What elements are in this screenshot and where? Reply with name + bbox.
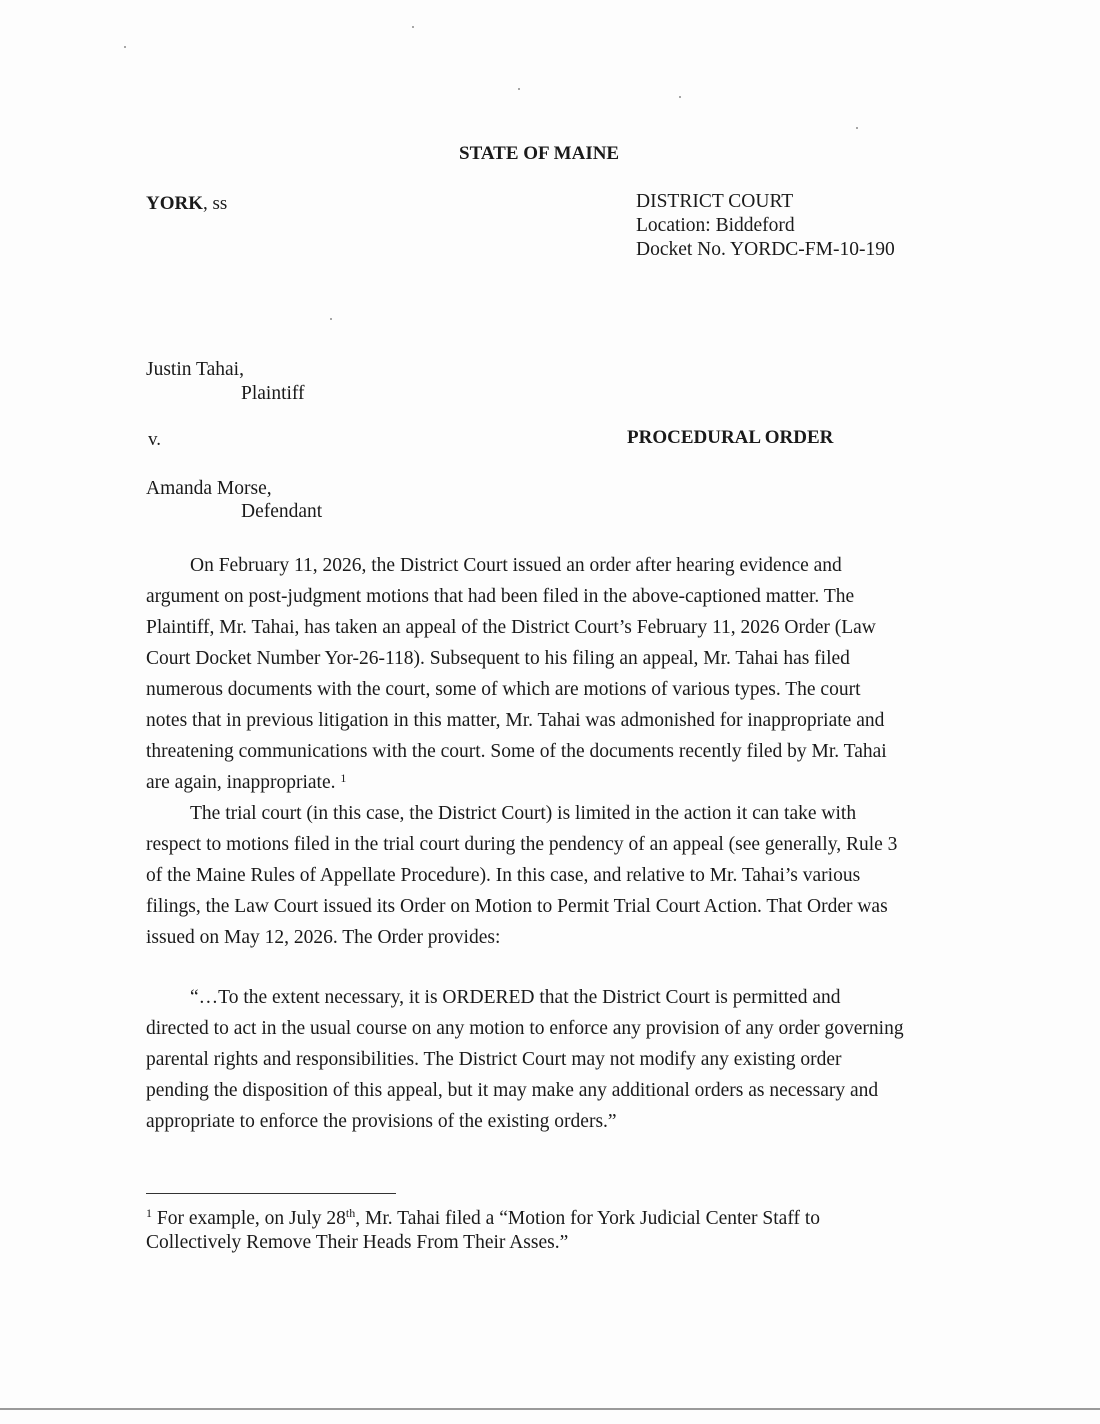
court-name: DISTRICT COURT — [636, 191, 794, 212]
scan-speck — [124, 46, 126, 48]
footnote-number: 1 — [146, 1206, 152, 1220]
paragraph-line: The trial court (in this case, the District Court) is limited in the action it can take with — [190, 803, 857, 824]
versus-label: v. — [148, 429, 162, 450]
footnote-divider — [146, 1193, 396, 1194]
footnote-text-end: , Mr. Tahai filed a “Motion for York Judicial Center Staff to — [355, 1208, 821, 1229]
plaintiff-role: Plaintiff — [241, 383, 305, 404]
defendant-role: Defendant — [241, 501, 323, 522]
paragraph-1 — [146, 550, 966, 798]
paragraph-line: issued on May 12, 2026. The Order provides: — [146, 927, 501, 948]
county-suffix: , ss — [203, 193, 228, 214]
paragraph-line: Court Docket Number Yor-26-118). Subsequent to his filing an appeal, Mr. Tahai has filed — [146, 648, 850, 669]
quote-line: parental rights and responsibilities. The District Court may not modify any existing order — [146, 1049, 842, 1070]
court-location: Location: Biddeford — [636, 215, 795, 236]
quote-line: “…To the extent necessary, it is ORDERED that the District Court is permitted and — [190, 987, 841, 1008]
quoted-order — [146, 982, 966, 1137]
paragraph-line: threatening communications with the court. Some of the documents recently filed by Mr. Tahai — [146, 741, 887, 762]
paragraph-line: notes that in previous litigation in this matter, Mr. Tahai was admonished for inappropriate and — [146, 710, 885, 731]
footnote — [146, 1207, 820, 1255]
state-heading: STATE OF MAINE — [459, 143, 620, 164]
paragraph-line: argument on post-judgment motions that had been filed in the above-captioned matter. The — [146, 586, 855, 607]
footnote-line-1 — [146, 1207, 820, 1231]
plaintiff-name: Justin Tahai, — [146, 359, 244, 380]
footnote-text-start: For example, on July 28 — [152, 1208, 346, 1229]
paragraph-line: respect to motions filed in the trial court during the pendency of an appeal (see generally, Rule 3 — [146, 834, 898, 855]
paragraph-line: numerous documents with the court, some of which are motions of various types. The court — [146, 679, 861, 700]
footnote-line-2: Collectively Remove Their Heads From Their Asses.” — [146, 1232, 569, 1253]
scan-speck — [518, 88, 520, 90]
paragraph-line-text: are again, inappropriate. — [146, 772, 336, 793]
scan-speck — [856, 127, 858, 129]
quote-line: pending the disposition of this appeal, but it may make any additional orders as necessary and — [146, 1080, 879, 1101]
paragraph-last-line — [146, 767, 966, 798]
paragraph-2 — [146, 798, 966, 953]
quote-line: directed to act in the usual course on any motion to enforce any provision of any order governing — [146, 1018, 904, 1039]
paragraph-line: filings, the Law Court issued its Order on Motion to Permit Trial Court Action. That Order was — [146, 896, 888, 917]
docket-number: Docket No. YORDC-FM-10-190 — [636, 239, 895, 260]
court-info-block — [636, 190, 895, 262]
scan-speck — [330, 318, 332, 320]
scan-speck — [412, 26, 414, 28]
order-title: PROCEDURAL ORDER — [627, 427, 834, 448]
county-heading — [146, 193, 227, 215]
paragraph-line: Plaintiff, Mr. Tahai, has taken an appeal of the District Court’s February 11, 2026 Order (Law — [146, 617, 876, 638]
paragraph-line: of the Maine Rules of Appellate Procedure). In this case, and relative to Mr. Tahai’s various — [146, 865, 861, 886]
scan-speck — [679, 96, 681, 98]
footnote-ordinal-suffix: th — [345, 1206, 356, 1220]
quote-line: appropriate to enforce the provisions of the existing orders.” — [146, 1111, 617, 1132]
county-name: YORK — [146, 193, 203, 214]
scan-bottom-edge — [0, 1408, 1100, 1410]
paragraph-line: On February 11, 2026, the District Court issued an order after hearing evidence and — [190, 555, 842, 576]
defendant-name: Amanda Morse, — [146, 478, 272, 499]
footnote-reference: 1 — [340, 771, 347, 785]
